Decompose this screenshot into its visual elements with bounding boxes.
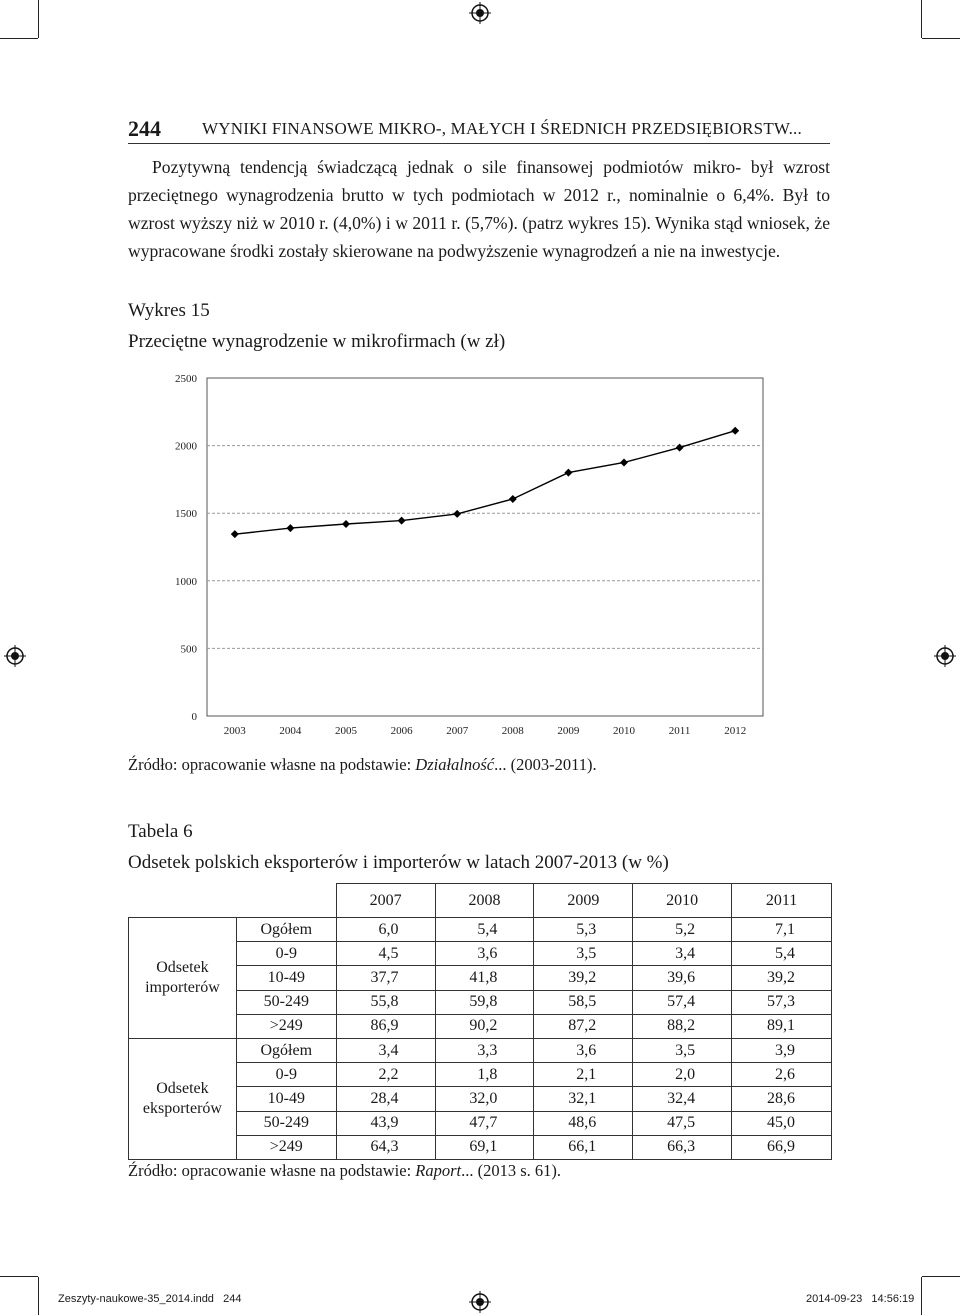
table-cell: 3,9 bbox=[732, 1038, 832, 1062]
crop-mark bbox=[0, 1276, 38, 1277]
y-axis-ticks bbox=[175, 373, 198, 723]
x-tick-label: 2003 bbox=[223, 725, 246, 737]
data-point bbox=[398, 517, 406, 525]
footer-file-name: Zeszyty-naukowe-35_2014.indd 244 bbox=[58, 1293, 242, 1305]
table-cell: 3,4 bbox=[336, 1038, 435, 1062]
figure-source bbox=[128, 755, 597, 775]
table-cell: 37,7 bbox=[336, 966, 435, 990]
plot-area bbox=[207, 378, 763, 716]
crop-mark bbox=[38, 0, 39, 38]
x-tick-label: 2005 bbox=[335, 725, 357, 737]
y-tick-label: 1500 bbox=[175, 508, 197, 521]
data-point bbox=[231, 530, 239, 538]
column-header: 2011 bbox=[732, 884, 832, 918]
data-point bbox=[731, 427, 739, 435]
figure-label: Wykres 15 bbox=[128, 300, 210, 321]
source-text: Źródło: opracowanie własne na podstawie: bbox=[128, 1161, 416, 1180]
table-cell: 4,5 bbox=[336, 942, 435, 966]
column-header: 2009 bbox=[534, 884, 633, 918]
table-cell: 48,6 bbox=[534, 1111, 633, 1135]
column-header: 2010 bbox=[633, 884, 732, 918]
table-cell: 55,8 bbox=[336, 990, 435, 1014]
row-category: Ogółem bbox=[236, 1038, 336, 1062]
table-cell: 32,1 bbox=[534, 1087, 633, 1111]
table-cell: 3,5 bbox=[534, 942, 633, 966]
x-axis-ticks bbox=[224, 725, 746, 737]
y-tick-label: 2500 bbox=[175, 373, 197, 385]
crop-mark bbox=[38, 1277, 39, 1315]
table-cell: 69,1 bbox=[435, 1135, 534, 1159]
table-cell: 28,6 bbox=[732, 1087, 832, 1111]
x-tick-label: 2009 bbox=[557, 725, 580, 737]
table-cell: 5,2 bbox=[633, 918, 732, 942]
x-tick-label: 2008 bbox=[501, 725, 524, 737]
y-tick-label: 0 bbox=[191, 711, 197, 723]
column-header: 2007 bbox=[336, 884, 435, 918]
table-cell: 39,2 bbox=[732, 966, 832, 990]
table-cell: 39,2 bbox=[534, 966, 633, 990]
table-cell: 3,4 bbox=[633, 942, 732, 966]
row-category: 0-9 bbox=[236, 942, 336, 966]
table-cell: 90,2 bbox=[435, 1014, 534, 1038]
table-corner bbox=[129, 884, 337, 918]
data-point bbox=[676, 444, 684, 452]
series-line bbox=[235, 431, 735, 535]
figure-title: Przeciętne wynagrodzenie w mikrofirmach (w zł) bbox=[128, 331, 506, 352]
registration-mark-icon bbox=[469, 1291, 491, 1313]
registration-mark-icon bbox=[934, 645, 956, 667]
table-cell: 3,3 bbox=[435, 1038, 534, 1062]
table-label: Tabela 6 bbox=[128, 821, 193, 842]
table-cell: 3,6 bbox=[435, 942, 534, 966]
data-table bbox=[128, 883, 832, 1160]
crop-mark bbox=[921, 1277, 922, 1315]
row-group-label: Odsetek eksporterów bbox=[129, 1038, 237, 1159]
table-cell: 2,6 bbox=[732, 1063, 832, 1087]
y-tick-label: 2000 bbox=[175, 440, 197, 453]
source-text: ... (2003-2011). bbox=[494, 755, 597, 774]
crop-mark bbox=[922, 38, 960, 39]
table-cell: 64,3 bbox=[336, 1135, 435, 1159]
data-point bbox=[286, 524, 294, 532]
table-source bbox=[128, 1161, 561, 1181]
data-point bbox=[342, 520, 350, 528]
table-cell: 1,8 bbox=[435, 1063, 534, 1087]
table-row bbox=[129, 918, 832, 942]
x-tick-label: 2012 bbox=[724, 725, 747, 737]
table-cell: 2,1 bbox=[534, 1063, 633, 1087]
table-cell: 43,9 bbox=[336, 1111, 435, 1135]
row-category: 0-9 bbox=[236, 1063, 336, 1087]
table-cell: 47,5 bbox=[633, 1111, 732, 1135]
row-category: Ogółem bbox=[236, 918, 336, 942]
data-point bbox=[620, 459, 628, 467]
x-tick-label: 2007 bbox=[446, 725, 469, 737]
table-cell: 39,6 bbox=[633, 966, 732, 990]
column-header: 2008 bbox=[435, 884, 534, 918]
table-row bbox=[129, 1038, 832, 1062]
table-cell: 7,1 bbox=[732, 918, 832, 942]
table-cell: 28,4 bbox=[336, 1087, 435, 1111]
row-category: 10-49 bbox=[236, 1087, 336, 1111]
registration-mark-icon bbox=[4, 645, 26, 667]
table-cell: 32,4 bbox=[633, 1087, 732, 1111]
source-title: Raport bbox=[415, 1161, 462, 1180]
registration-mark-icon bbox=[469, 2, 491, 24]
table-cell: 2,0 bbox=[633, 1063, 732, 1087]
crop-mark bbox=[0, 38, 38, 39]
row-category: 10-49 bbox=[236, 966, 336, 990]
table-cell: 3,5 bbox=[633, 1038, 732, 1062]
table-cell: 66,9 bbox=[732, 1135, 832, 1159]
table-cell: 88,2 bbox=[633, 1014, 732, 1038]
source-text: Źródło: opracowanie własne na podstawie: bbox=[128, 755, 416, 774]
table-cell: 5,3 bbox=[534, 918, 633, 942]
table-cell: 58,5 bbox=[534, 990, 633, 1014]
body-paragraph: Pozytywną tendencją świadczącą jednak o sile finansowej podmiotów mikro- był wzrost przeciętnego wynagrodzenia brutto w tych podmiotach w 2012 r., nominalnie o 6,4%. Był to wzrost wyższy niż w 2010 r. (4,0%) i w 2011 r. (5,7%). (patrz wykres 15). Wynika stąd wniosek, że wypracowane środki zostały skierowane na podwyższenie wynagrodzeń a nie na inwestycje. bbox=[128, 157, 830, 261]
table-cell: 66,1 bbox=[534, 1135, 633, 1159]
table-cell: 5,4 bbox=[732, 942, 832, 966]
x-tick-label: 2010 bbox=[613, 725, 635, 737]
crop-mark bbox=[922, 1276, 960, 1277]
x-tick-label: 2006 bbox=[390, 725, 413, 737]
table-cell: 86,9 bbox=[336, 1014, 435, 1038]
table-cell: 47,7 bbox=[435, 1111, 534, 1135]
table-cell: 59,8 bbox=[435, 990, 534, 1014]
table-cell: 57,3 bbox=[732, 990, 832, 1014]
data-point bbox=[453, 510, 461, 518]
grid-lines bbox=[207, 446, 763, 649]
data-point bbox=[509, 495, 517, 503]
row-category: 50-249 bbox=[236, 990, 336, 1014]
table-cell: 45,0 bbox=[732, 1111, 832, 1135]
row-category: 50-249 bbox=[236, 1111, 336, 1135]
crop-mark bbox=[921, 0, 922, 38]
footer-timestamp: 2014-09-23 14:56:19 bbox=[806, 1293, 915, 1305]
table-cell: 89,1 bbox=[732, 1014, 832, 1038]
y-tick-label: 1000 bbox=[175, 575, 197, 588]
row-category: >249 bbox=[236, 1135, 336, 1159]
table-cell: 3,6 bbox=[534, 1038, 633, 1062]
x-tick-label: 2004 bbox=[279, 725, 302, 737]
data-point bbox=[564, 469, 572, 477]
table-cell: 32,0 bbox=[435, 1087, 534, 1111]
table-cell: 5,4 bbox=[435, 918, 534, 942]
table-cell: 57,4 bbox=[633, 990, 732, 1014]
line-chart bbox=[150, 368, 770, 748]
table-cell: 66,3 bbox=[633, 1135, 732, 1159]
source-title: Działalność bbox=[415, 755, 495, 774]
source-text: ... (2013 s. 61). bbox=[461, 1161, 562, 1180]
table-header-row bbox=[129, 884, 832, 918]
running-title: WYNIKI FINANSOWE MIKRO-, MAŁYCH I ŚREDNICH PRZEDSIĘBIORSTW... bbox=[202, 119, 802, 138]
table-cell: 2,2 bbox=[336, 1063, 435, 1087]
table-cell: 87,2 bbox=[534, 1014, 633, 1038]
page-number: 244 bbox=[128, 116, 161, 141]
row-category: >249 bbox=[236, 1014, 336, 1038]
table-cell: 41,8 bbox=[435, 966, 534, 990]
table-cell: 6,0 bbox=[336, 918, 435, 942]
x-tick-label: 2011 bbox=[668, 725, 691, 737]
data-markers bbox=[231, 427, 739, 538]
row-group-label: Odsetek importerów bbox=[129, 918, 237, 1039]
header-rule bbox=[128, 143, 830, 144]
y-tick-label: 500 bbox=[180, 643, 197, 656]
table-title: Odsetek polskich eksporterów i importerów w latach 2007-2013 (w %) bbox=[128, 852, 669, 873]
